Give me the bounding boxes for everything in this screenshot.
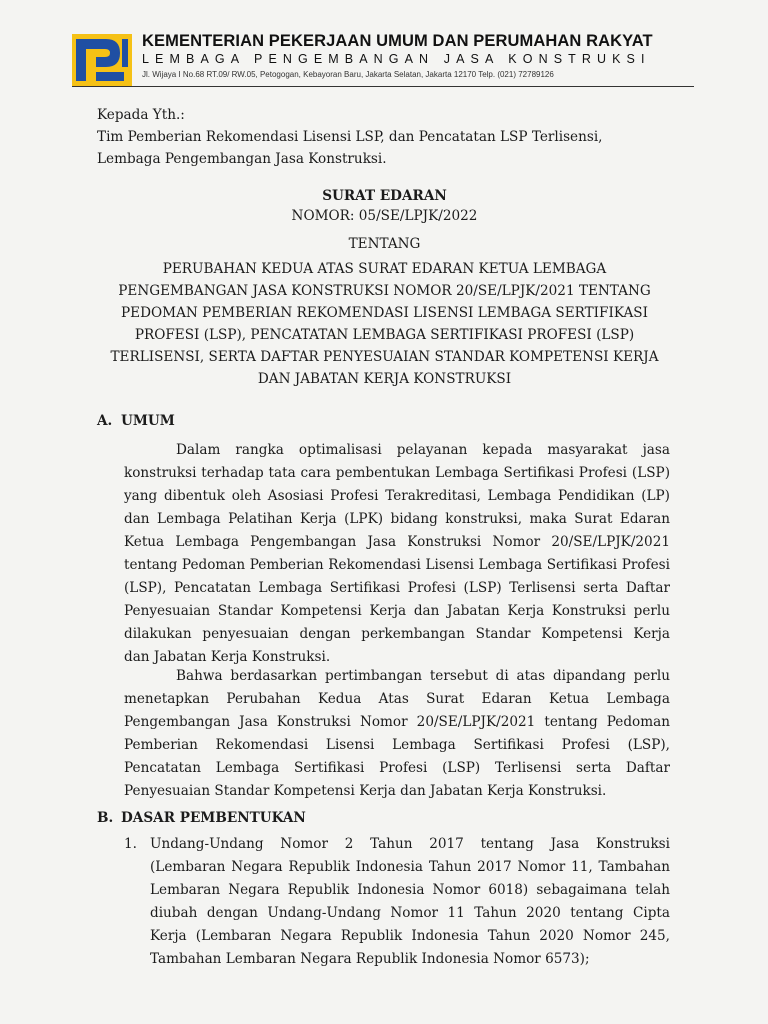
subject-line: PEDOMAN PEMBERIAN REKOMENDASI LISENSI LEMBAGA SERTIFIKASI bbox=[121, 305, 648, 321]
list-item-number: 1. bbox=[124, 836, 137, 852]
list-item-line: (Lembaran Negara Republik Indonesia Tahun 2017 Nomor 11, Tambahan bbox=[150, 859, 670, 875]
subject-line: PENGEMBANGAN JASA KONSTRUKSI NOMOR 20/SE/LPJK/2021 TENTANG bbox=[118, 283, 651, 299]
document-number: NOMOR: 05/SE/LPJK/2022 bbox=[291, 208, 478, 224]
addressee-line: Tim Pemberian Rekomendasi Lisensi LSP, dan Pencatatan LSP Terlisensi, bbox=[97, 129, 603, 145]
paragraph-line: Bahwa berdasarkan pertimbangan tersebut di atas dipandang perlu bbox=[176, 668, 670, 684]
paragraph-line: dan Lembaga Pelatihan Kerja (LPK) bidang konstruksi, maka Surat Edaran bbox=[124, 511, 670, 527]
list-item-line: Tambahan Lembaran Negara Republik Indonesia Nomor 6573); bbox=[150, 951, 590, 967]
paragraph-line: (LSP), Pencatatan Lembaga Sertifikasi Profesi (LSP) Terlisensi serta Daftar bbox=[124, 580, 670, 596]
paragraph-line: konstruksi terhadap tata cara pembentukan Lembaga Sertifikasi Profesi (LSP) bbox=[124, 465, 670, 481]
letterhead bbox=[72, 32, 694, 88]
tentang-label: TENTANG bbox=[348, 236, 421, 252]
list-item-line: Undang-Undang Nomor 2 Tahun 2017 tentang Jasa Konstruksi bbox=[150, 836, 670, 852]
paragraph-line: tentang Pedoman Pemberian Rekomendasi Lisensi Lembaga Sertifikasi Profesi bbox=[124, 557, 670, 573]
letterhead-divider bbox=[72, 86, 694, 87]
section-title: UMUM bbox=[121, 413, 175, 429]
addressee-block bbox=[97, 104, 603, 170]
paragraph-line: dan Jabatan Kerja Konstruksi. bbox=[124, 649, 331, 665]
paragraph-line: Ketua Lembaga Pengembangan Jasa Konstruksi Nomor 20/SE/LPJK/2021 bbox=[124, 534, 670, 550]
subject-line: PERUBAHAN KEDUA ATAS SURAT EDARAN KETUA LEMBAGA bbox=[162, 261, 607, 277]
section-title: DASAR PEMBENTUKAN bbox=[121, 810, 306, 826]
subject-line: DAN JABATAN KERJA KONSTRUKSI bbox=[257, 371, 512, 387]
paragraph-line: Penyesuaian Standar Kompetensi Kerja dan Jabatan Kerja Konstruksi. bbox=[124, 783, 607, 799]
organization-address: Jl. Wijaya I No.68 RT.09/ RW.05, Petogogan, Kebayoran Baru, Jakarta Selatan, Jakarta 12170 Telp. (021) 72789126 bbox=[142, 70, 554, 79]
document-subject bbox=[97, 258, 672, 390]
section-b-heading bbox=[97, 810, 306, 826]
subject-line: TERLISENSI, SERTA DAFTAR PENYESUAIAN STANDAR KOMPETENSI KERJA bbox=[110, 349, 659, 365]
addressee-line: Kepada Yth.: bbox=[97, 107, 185, 123]
paragraph-line: Penyesuaian Standar Kompetensi Kerja dan Jabatan Kerja Konstruksi perlu bbox=[124, 603, 670, 619]
list-item-line: Kerja (Lembaran Negara Republik Indonesia Tahun 2020 Nomor 245, bbox=[150, 928, 670, 944]
section-a-heading bbox=[97, 413, 175, 429]
organization-name: KEMENTERIAN PEKERJAAN UMUM DAN PERUMAHAN RAKYAT bbox=[142, 32, 653, 50]
paragraph-line: dilakukan penyesuaian dengan perkembangan Standar Kompetensi Kerja bbox=[124, 626, 670, 642]
section-a-paragraph-2 bbox=[124, 665, 670, 803]
addressee-line: Lembaga Pengembangan Jasa Konstruksi. bbox=[97, 151, 387, 167]
paragraph-line: menetapkan Perubahan Kedua Atas Surat Edaran Ketua Lembaga bbox=[124, 691, 670, 707]
paragraph-line: yang dibentuk oleh Asosiasi Profesi Terakreditasi, Lembaga Pendidikan (LP) bbox=[124, 488, 670, 504]
section-a-paragraph-1 bbox=[124, 439, 670, 669]
pupr-logo-icon bbox=[72, 34, 132, 86]
subject-line: PROFESI (LSP), PENCATATAN LEMBAGA SERTIFIKASI PROFESI (LSP) bbox=[134, 327, 635, 343]
list-item-line: Lembaran Negara Republik Indonesia Nomor 6018) sebagaimana telah bbox=[150, 882, 670, 898]
paragraph-line: Pemberian Rekomendasi Lisensi Lembaga Sertifikasi Profesi (LSP), bbox=[124, 737, 670, 753]
section-letter: B. bbox=[97, 810, 114, 826]
section-letter: A. bbox=[97, 413, 113, 429]
paragraph-line: Pencatatan Lembaga Sertifikasi Profesi (LSP) Terlisensi serta Daftar bbox=[124, 760, 670, 776]
list-item-line: diubah dengan Undang-Undang Nomor 11 Tahun 2020 tentang Cipta bbox=[150, 905, 670, 921]
paragraph-line: Pengembangan Jasa Konstruksi Nomor 20/SE/LPJK/2021 tentang Pedoman bbox=[124, 714, 670, 730]
organization-subtitle: LEMBAGA PENGEMBANGAN JASA KONSTRUKSI bbox=[142, 52, 651, 66]
list-item-text bbox=[150, 833, 670, 971]
document-title: SURAT EDARAN bbox=[322, 188, 447, 204]
paragraph-line: Dalam rangka optimalisasi pelayanan kepada masyarakat jasa bbox=[176, 442, 670, 458]
